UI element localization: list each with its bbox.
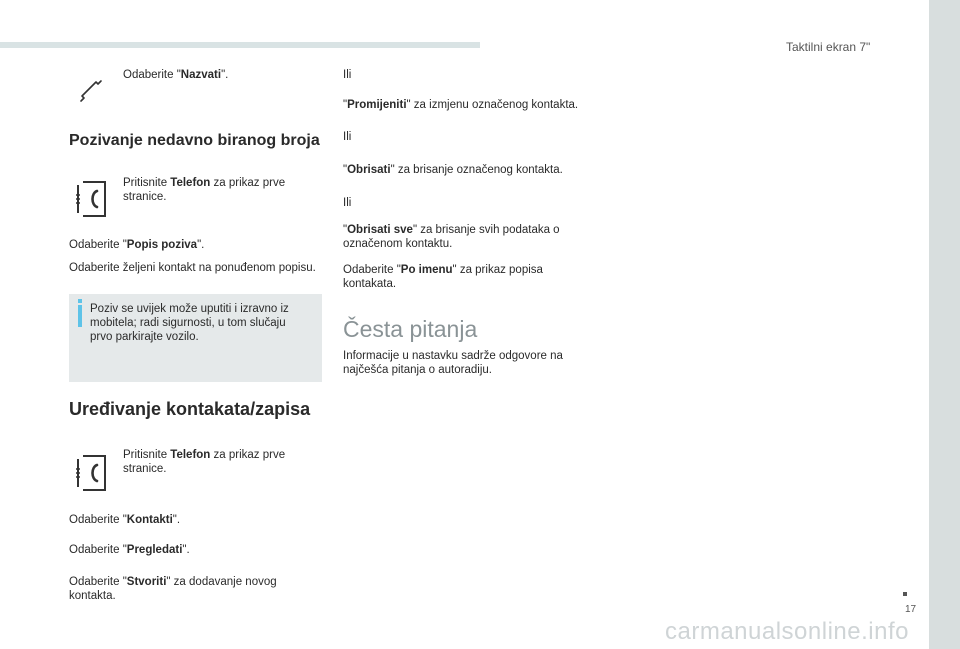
zeljeni-kontakt-text: Odaberite željeni kontakt na ponuđenom popisu. bbox=[69, 262, 316, 274]
note-text: Poziv se uvijek može uputiti i izravno iz mobitela; radi sigurnosti, u tom slučaju prvo parkirajte vozilo. bbox=[90, 303, 289, 343]
side-strip bbox=[929, 0, 960, 649]
header-bar bbox=[0, 42, 480, 48]
info-note bbox=[69, 294, 322, 382]
press-telefon-text-2: Pritisnite Telefon za prikaz prve stranice. bbox=[123, 449, 286, 475]
kontakti-text: Odaberite "Kontakti". bbox=[69, 514, 181, 526]
phone-screen-icon bbox=[75, 181, 109, 222]
page-dot bbox=[903, 592, 907, 596]
ili-text-1: Ili bbox=[343, 69, 352, 81]
nazvati-text: Odaberite "Nazvati". bbox=[123, 69, 229, 81]
page-number: 17 bbox=[905, 604, 917, 615]
page-header-title: Taktilni ekran 7" bbox=[786, 40, 871, 54]
info-icon bbox=[78, 299, 82, 303]
po-imenu-text: Odaberite "Po imenu" za prikaz popisa kontakata. bbox=[343, 264, 543, 290]
popis-poziva-text: Odaberite "Popis poziva". bbox=[69, 239, 205, 251]
obrisati-text: "Obrisati" za brisanje označenog kontakta. bbox=[343, 164, 563, 176]
faq-text: Informacije u nastavku sadrže odgovore na najčešća pitanja o autoradiju. bbox=[343, 350, 563, 376]
promijeniti-text: "Promijeniti" za izmjenu označenog kontakta. bbox=[343, 99, 579, 111]
faq-title: Česta pitanja bbox=[343, 316, 478, 342]
ili-text-3: Ili bbox=[343, 197, 352, 209]
section-title-recent-call: Pozivanje nedavno biranog broja bbox=[69, 132, 320, 149]
pregledati-text: Odaberite "Pregledati". bbox=[69, 544, 190, 556]
obrisati-sve-text: "Obrisati sve" za brisanje svih podataka o označenom kontaktu. bbox=[343, 224, 560, 250]
press-telefon-text-1: Pritisnite Telefon za prikaz prve stranice. bbox=[123, 177, 286, 203]
watermark: carmanualsonline.info bbox=[665, 618, 909, 645]
phone-screen-icon bbox=[75, 455, 109, 496]
section-title-edit-contacts: Uređivanje kontakata/zapisa bbox=[69, 399, 311, 419]
stvoriti-text: Odaberite "Stvoriti" za dodavanje novog kontakta. bbox=[69, 576, 277, 602]
ili-text-2: Ili bbox=[343, 131, 352, 143]
handset-icon bbox=[78, 78, 104, 109]
